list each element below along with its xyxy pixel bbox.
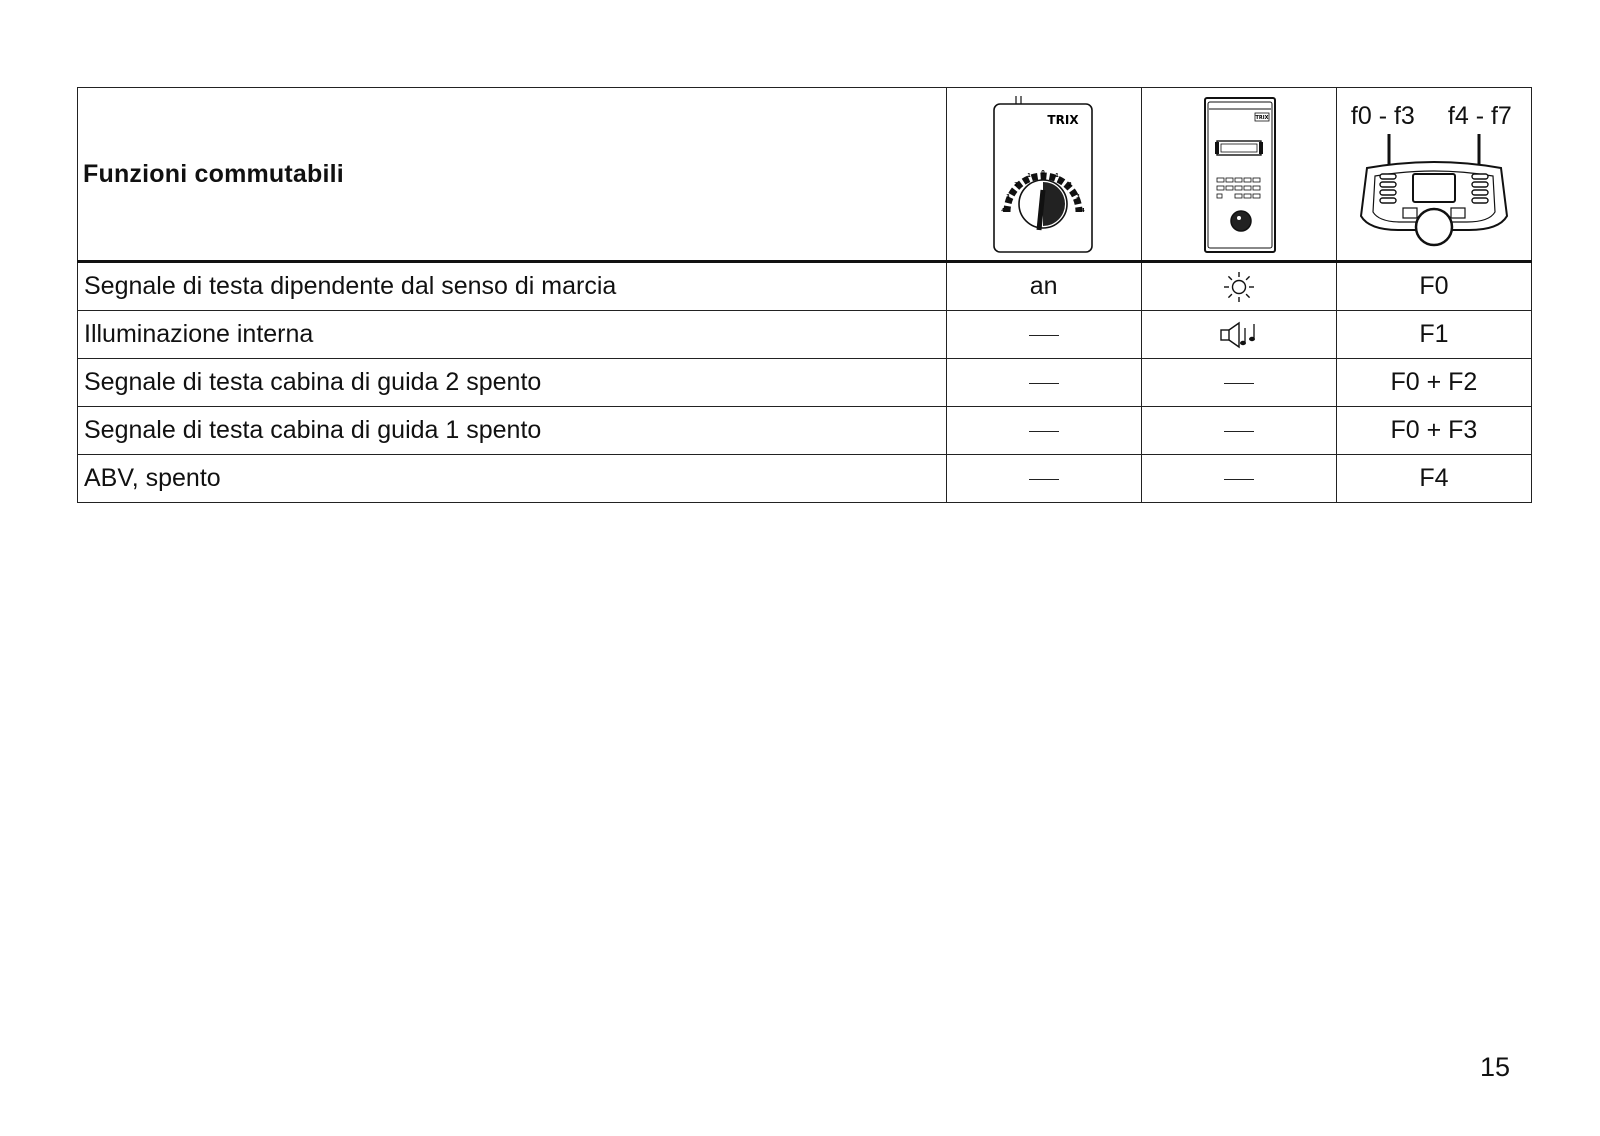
svg-text:3: 3 — [1075, 194, 1080, 200]
switchable-functions-table — [77, 87, 1532, 503]
table-row — [78, 407, 1532, 455]
svg-text:4: 4 — [1000, 208, 1005, 214]
svg-text:1: 1 — [1026, 173, 1031, 179]
row-mobile-value: F0 + F2 — [1336, 359, 1531, 407]
table-row — [78, 359, 1532, 407]
row-mobile-value: F1 — [1336, 311, 1531, 359]
dash-icon — [1029, 383, 1059, 384]
row-mobile-value: F0 — [1336, 262, 1531, 311]
header-selectrix-handheld-controller — [1141, 88, 1336, 262]
dash-icon — [1224, 383, 1254, 384]
trix-badge-text: TRIX — [1255, 115, 1269, 121]
dash-icon — [1029, 431, 1059, 432]
handheld-controller-icon — [1199, 94, 1279, 254]
row-mobile-value: F4 — [1336, 455, 1531, 503]
speaker-icon — [1219, 320, 1259, 350]
table-row — [78, 311, 1532, 359]
row-function-label: Illuminazione interna — [78, 311, 947, 359]
svg-text:3: 3 — [1005, 194, 1010, 200]
analog-controller-icon — [989, 94, 1099, 254]
row-handheld-value — [1141, 262, 1336, 311]
row-function-label: Segnale di testa cabina di guida 2 spento — [78, 359, 947, 407]
svg-text:0: 0 — [1040, 170, 1045, 176]
mobile-right-group-label: f4 - f7 — [1447, 102, 1512, 130]
row-analog-value — [946, 407, 1141, 455]
row-handheld-value — [1141, 359, 1336, 407]
row-function-label: ABV, spento — [78, 455, 947, 503]
page-number: 15 — [1480, 1052, 1511, 1082]
svg-text:4: 4 — [1080, 208, 1085, 214]
header-mobile-station — [1336, 88, 1531, 262]
row-analog-value — [946, 359, 1141, 407]
mobile-left-group-label: f0 - f3 — [1350, 102, 1415, 130]
header-trix-analog-controller — [946, 88, 1141, 262]
table-row — [78, 455, 1532, 503]
row-handheld-value — [1141, 407, 1336, 455]
row-function-label: Segnale di testa cabina di guida 1 spento — [78, 407, 947, 455]
dash-icon — [1224, 431, 1254, 432]
row-function-label: Segnale di testa dipendente dal senso di marcia — [78, 262, 947, 311]
dash-icon — [1029, 479, 1059, 480]
row-mobile-value: F0 + F3 — [1336, 407, 1531, 455]
table-row — [78, 262, 1532, 311]
row-analog-value — [946, 455, 1141, 503]
dash-icon — [1029, 335, 1059, 336]
row-analog-value — [946, 311, 1141, 359]
row-handheld-value — [1141, 455, 1336, 503]
light-icon — [1222, 270, 1256, 304]
trix-logo-text: TRIX — [1047, 113, 1079, 127]
svg-text:2: 2 — [1013, 182, 1018, 188]
table-body — [78, 262, 1532, 503]
mobile-station-icon — [1339, 90, 1529, 258]
dash-icon — [1224, 479, 1254, 480]
svg-text:1: 1 — [1054, 173, 1059, 179]
table-header-label: Funzioni commutabili — [78, 88, 947, 262]
svg-text:2: 2 — [1067, 182, 1072, 188]
row-analog-value: an — [946, 262, 1141, 311]
row-handheld-value — [1141, 311, 1336, 359]
table-header-row — [78, 88, 1532, 262]
